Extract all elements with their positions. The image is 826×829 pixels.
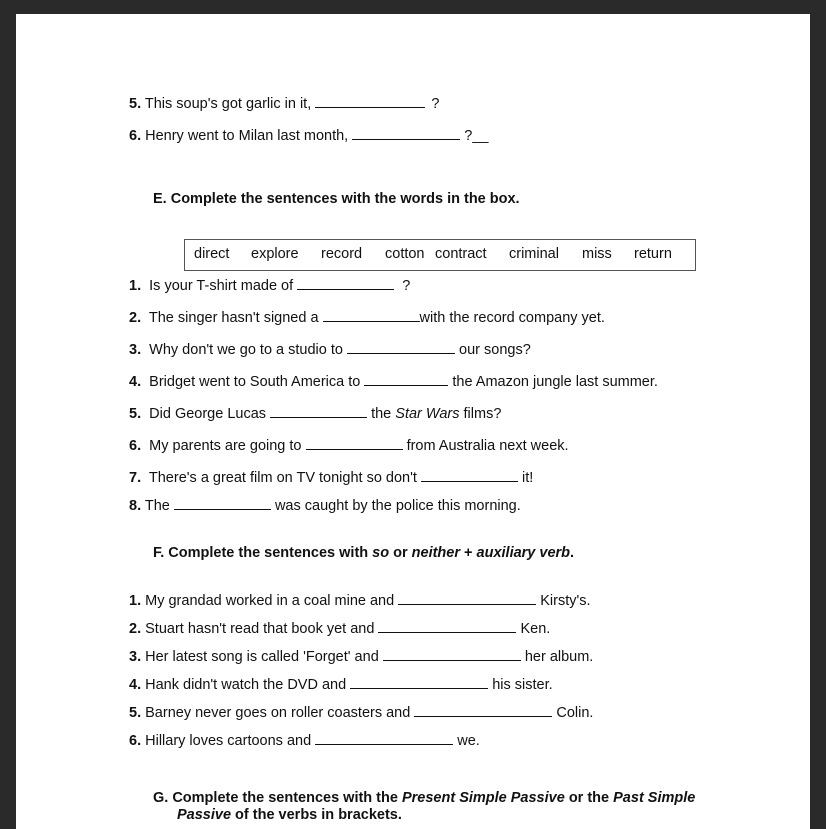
word-box-item: return	[634, 246, 672, 262]
section-g-heading: G. Complete the sentences with the Present Simple Passive or the Past Simple	[153, 790, 696, 806]
list-item: 4. Bridget went to South America to the Amazon jungle last summer.	[129, 374, 658, 390]
word-box-item: criminal	[509, 246, 559, 262]
word-box-item: record	[321, 246, 363, 262]
answer-blank[interactable]	[347, 341, 455, 354]
answer-blank[interactable]	[323, 309, 420, 322]
list-item: 5. This soup's got garlic in it, ?	[129, 96, 440, 112]
list-item: 6. Henry went to Milan last month, ?__	[129, 128, 489, 144]
list-item: 1. My grandad worked in a coal mine and Kirsty's.	[129, 593, 591, 609]
answer-blank[interactable]	[315, 95, 425, 108]
list-item: 5. Barney never goes on roller coasters and Colin.	[129, 705, 594, 721]
list-item: 7. There's a great film on TV tonight so don't it!	[129, 470, 534, 486]
answer-blank[interactable]	[174, 497, 271, 510]
answer-blank[interactable]	[352, 127, 460, 140]
list-item: 8. The was caught by the police this morning.	[129, 498, 521, 514]
answer-blank[interactable]	[297, 277, 394, 290]
section-f-heading: F. Complete the sentences with so or neither + auxiliary verb.	[153, 545, 575, 561]
section-e-heading: E. Complete the sentences with the words in the box.	[153, 191, 520, 207]
answer-blank[interactable]	[350, 676, 488, 689]
word-box-item: cotton	[385, 246, 425, 262]
answer-blank[interactable]	[315, 732, 453, 745]
answer-blank[interactable]	[270, 405, 367, 418]
list-item: 6. Hillary loves cartoons and we.	[129, 733, 480, 749]
word-box-item: miss	[582, 246, 612, 262]
word-box-item: contract	[435, 246, 487, 262]
section-g-heading-line2: Passive of the verbs in brackets.	[177, 807, 402, 823]
worksheet-page	[16, 14, 810, 829]
list-item: 3. Why don't we go to a studio to our songs?	[129, 342, 531, 358]
list-item: 2. Stuart hasn't read that book yet and Ken.	[129, 621, 551, 637]
word-box-item: explore	[251, 246, 299, 262]
list-item: 4. Hank didn't watch the DVD and his sister.	[129, 677, 553, 693]
answer-blank[interactable]	[364, 373, 448, 386]
list-item: 3. Her latest song is called 'Forget' and her album.	[129, 649, 594, 665]
word-box	[184, 239, 696, 271]
list-item: 2. The singer hasn't signed a with the record company yet.	[129, 310, 605, 326]
answer-blank[interactable]	[421, 469, 518, 482]
answer-blank[interactable]	[414, 704, 552, 717]
answer-blank[interactable]	[306, 437, 403, 450]
answer-blank[interactable]	[398, 592, 536, 605]
list-item: 5. Did George Lucas the Star Wars films?	[129, 406, 502, 422]
word-box-item: direct	[194, 246, 230, 262]
list-item: 6. My parents are going to from Australia next week.	[129, 438, 569, 454]
answer-blank[interactable]	[378, 620, 516, 633]
answer-blank[interactable]	[383, 648, 521, 661]
list-item: 1. Is your T-shirt made of ?	[129, 278, 411, 294]
